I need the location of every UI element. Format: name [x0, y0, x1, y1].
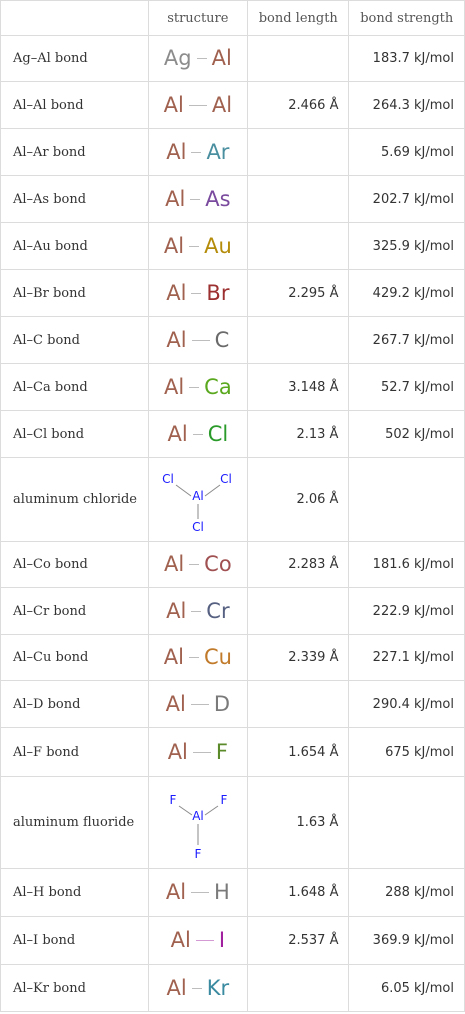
bond-strength-value: 288 kJ/mol [349, 869, 465, 917]
bond-strength-value: 369.9 kJ/mol [349, 917, 465, 965]
structure-cell [148, 36, 247, 82]
row-name: Al–F bond [1, 728, 149, 777]
structure-cell [148, 728, 247, 777]
table-row [1, 777, 465, 869]
row-name: Al–Ar bond [1, 129, 149, 176]
table-row [1, 728, 465, 777]
bond-length-value: 2.466 Å [248, 82, 349, 129]
row-name: Al–I bond [1, 917, 149, 965]
atom-a: Al [167, 739, 188, 764]
bond-line [176, 485, 191, 496]
atom-b: Ar [206, 139, 230, 164]
bond-structure [164, 647, 232, 668]
bond-structure [163, 92, 233, 117]
table-row [1, 317, 465, 364]
table-row [1, 965, 465, 1012]
structure-cell [148, 588, 247, 635]
row-name: Al–Ca bond [1, 364, 149, 411]
atom-a: Al [165, 880, 187, 904]
bond-structure [164, 48, 232, 69]
bond-line [191, 293, 201, 294]
bond-line [189, 246, 199, 247]
structure-cell [148, 542, 247, 588]
structure-cell [148, 965, 247, 1012]
bond-length-value: 2.537 Å [248, 917, 349, 965]
atom-b: Cl [207, 421, 229, 446]
table-row [1, 364, 465, 411]
bond-line [191, 611, 201, 612]
atom-label: Cl [191, 519, 204, 534]
row-name: Al–Au bond [1, 223, 149, 270]
row-name: Al–Cl bond [1, 411, 149, 458]
table-row [1, 223, 465, 270]
row-name: Al–Cu bond [1, 635, 149, 681]
atom-b: D [213, 691, 231, 716]
bond-strength-value: 429.2 kJ/mol [349, 270, 465, 317]
table-row [1, 458, 465, 542]
bond-line [191, 704, 209, 705]
atom-b: Co [204, 552, 232, 576]
structure-cell [148, 364, 247, 411]
row-name: aluminum chloride [1, 458, 149, 542]
bond-structure [167, 421, 229, 446]
row-name: aluminum fluoride [1, 777, 149, 869]
bond-length-value [248, 129, 349, 176]
atom-b: Kr [206, 975, 230, 1000]
bond-structure [163, 374, 232, 399]
structure-cell [148, 82, 247, 129]
structure-cell [148, 129, 247, 176]
table-row [1, 36, 465, 82]
bond-strength-value: 181.6 kJ/mol [349, 542, 465, 588]
row-name: Al–Kr bond [1, 965, 149, 1012]
bond-structure [165, 691, 231, 716]
bond-line [193, 752, 211, 753]
bond-strength-value: 502 kJ/mol [349, 411, 465, 458]
bond-length-value: 1.654 Å [248, 728, 349, 777]
header-structure: structure [148, 1, 247, 36]
bond-length-value [248, 176, 349, 223]
table-row [1, 588, 465, 635]
structure-cell [148, 223, 247, 270]
atom-a: Al [165, 691, 186, 716]
structure-cell [148, 176, 247, 223]
atom-b: Au [204, 233, 232, 258]
table-row [1, 82, 465, 129]
atom-b: C [214, 327, 230, 352]
bond-line [205, 485, 220, 496]
atom-a: Al [166, 598, 187, 623]
atom-a: Al [163, 645, 184, 669]
bond-strength-value: 5.69 kJ/mol [349, 129, 465, 176]
header-row [1, 1, 465, 36]
bond-structure [164, 554, 232, 575]
bond-line [197, 58, 207, 59]
table-row [1, 681, 465, 728]
bond-line [191, 892, 209, 893]
bond-line [179, 806, 192, 815]
table-row [1, 917, 465, 965]
atom-label: F [194, 846, 202, 861]
atom-a: Al [163, 552, 185, 576]
table-row [1, 542, 465, 588]
atom-a: Al [166, 327, 187, 352]
row-name: Al–Br bond [1, 270, 149, 317]
table-row [1, 176, 465, 223]
atom-b: Ca [204, 374, 232, 399]
atom-a: Al [166, 139, 187, 164]
bond-length-value: 2.339 Å [248, 635, 349, 681]
bond-length-value: 2.06 Å [248, 458, 349, 542]
atom-b: I [218, 928, 226, 952]
row-name: Al–C bond [1, 317, 149, 364]
bond-length-value: 2.295 Å [248, 270, 349, 317]
atom-label: Cl [219, 471, 232, 486]
structure-cell [148, 635, 247, 681]
bond-structure [166, 598, 230, 623]
atom-a: Al [163, 233, 185, 258]
bond-length-value [248, 588, 349, 635]
structure-cell [148, 317, 247, 364]
bond-strength-value [349, 777, 465, 869]
header-name [1, 1, 149, 36]
table-row [1, 411, 465, 458]
atom-a: Al [163, 92, 184, 117]
atom-label: Cl [161, 471, 174, 486]
atom-b: F [215, 739, 228, 764]
bond-length-value: 3.148 Å [248, 364, 349, 411]
header-bond-length: bond length [248, 1, 349, 36]
atom-b: Al [211, 46, 232, 70]
atom-b: Al [211, 92, 233, 117]
atom-a: Al [167, 421, 188, 446]
row-name: Ag–Al bond [1, 36, 149, 82]
molecule-diagram [158, 782, 238, 864]
atom-a: Al [166, 975, 187, 1000]
bond-strength-value: 227.1 kJ/mol [349, 635, 465, 681]
atom-a: Al [166, 280, 187, 305]
bond-length-value [248, 965, 349, 1012]
atom-label: Al [192, 808, 204, 823]
bond-structure [167, 739, 228, 764]
bond-strength-value: 183.7 kJ/mol [349, 36, 465, 82]
atom-b: H [214, 880, 230, 904]
structure-cell [148, 458, 247, 542]
bond-line [193, 434, 203, 435]
bond-line [191, 152, 201, 153]
header-bond-strength: bond strength [349, 1, 465, 36]
structure-cell [148, 411, 247, 458]
bond-line [190, 199, 200, 200]
bond-strength-value [349, 458, 465, 542]
bond-strength-value: 290.4 kJ/mol [349, 681, 465, 728]
bond-line [196, 940, 214, 941]
atom-b: Br [206, 280, 230, 305]
atom-b: Cr [206, 598, 230, 623]
bond-line [205, 806, 218, 815]
bond-line [189, 657, 199, 658]
bond-strength-value: 52.7 kJ/mol [349, 364, 465, 411]
row-name: Al–Al bond [1, 82, 149, 129]
bond-strength-value: 222.9 kJ/mol [349, 588, 465, 635]
bond-strength-value: 6.05 kJ/mol [349, 965, 465, 1012]
structure-cell [148, 917, 247, 965]
bond-length-value [248, 36, 349, 82]
bond-length-value [248, 223, 349, 270]
atom-a: Al [170, 928, 191, 952]
row-name: Al–As bond [1, 176, 149, 223]
bond-structure [166, 882, 230, 903]
atom-label: Al [192, 488, 204, 503]
bond-strength-value: 264.3 kJ/mol [349, 82, 465, 129]
bond-line [192, 340, 210, 341]
structure-cell [148, 681, 247, 728]
bond-structure [165, 186, 231, 211]
atom-a: Al [165, 186, 186, 211]
bond-length-value: 1.648 Å [248, 869, 349, 917]
structure-cell [148, 869, 247, 917]
atom-a: Ag [163, 46, 192, 70]
bond-structure [166, 327, 230, 352]
bond-length-value: 2.283 Å [248, 542, 349, 588]
atom-label: F [169, 792, 177, 807]
atom-b: Cu [203, 645, 232, 669]
bond-structure [171, 930, 225, 951]
row-name: Al–Co bond [1, 542, 149, 588]
bond-length-value: 1.63 Å [248, 777, 349, 869]
bond-length-value: 2.13 Å [248, 411, 349, 458]
table-row [1, 129, 465, 176]
bond-line [189, 387, 199, 388]
bond-strength-value: 325.9 kJ/mol [349, 223, 465, 270]
bond-length-value [248, 317, 349, 364]
bond-structure [166, 975, 230, 1000]
atom-a: Al [163, 374, 185, 399]
bond-length-value [248, 681, 349, 728]
row-name: Al–Cr bond [1, 588, 149, 635]
bond-line [192, 988, 202, 989]
bond-strength-value: 267.7 kJ/mol [349, 317, 465, 364]
table-row [1, 635, 465, 681]
bond-structure [163, 233, 232, 258]
table-row [1, 270, 465, 317]
structure-cell [148, 777, 247, 869]
atom-label: F [220, 792, 228, 807]
bond-line [189, 105, 207, 106]
atom-b: As [205, 186, 231, 211]
bond-structure [166, 139, 230, 164]
row-name: Al–D bond [1, 681, 149, 728]
bond-line [189, 564, 199, 565]
table-body [1, 36, 465, 1012]
structure-cell [148, 270, 247, 317]
molecule-diagram [158, 463, 238, 537]
bond-strength-value: 202.7 kJ/mol [349, 176, 465, 223]
row-name: Al–H bond [1, 869, 149, 917]
table-row [1, 869, 465, 917]
bond-structure [166, 280, 230, 305]
bond-strength-value: 675 kJ/mol [349, 728, 465, 777]
